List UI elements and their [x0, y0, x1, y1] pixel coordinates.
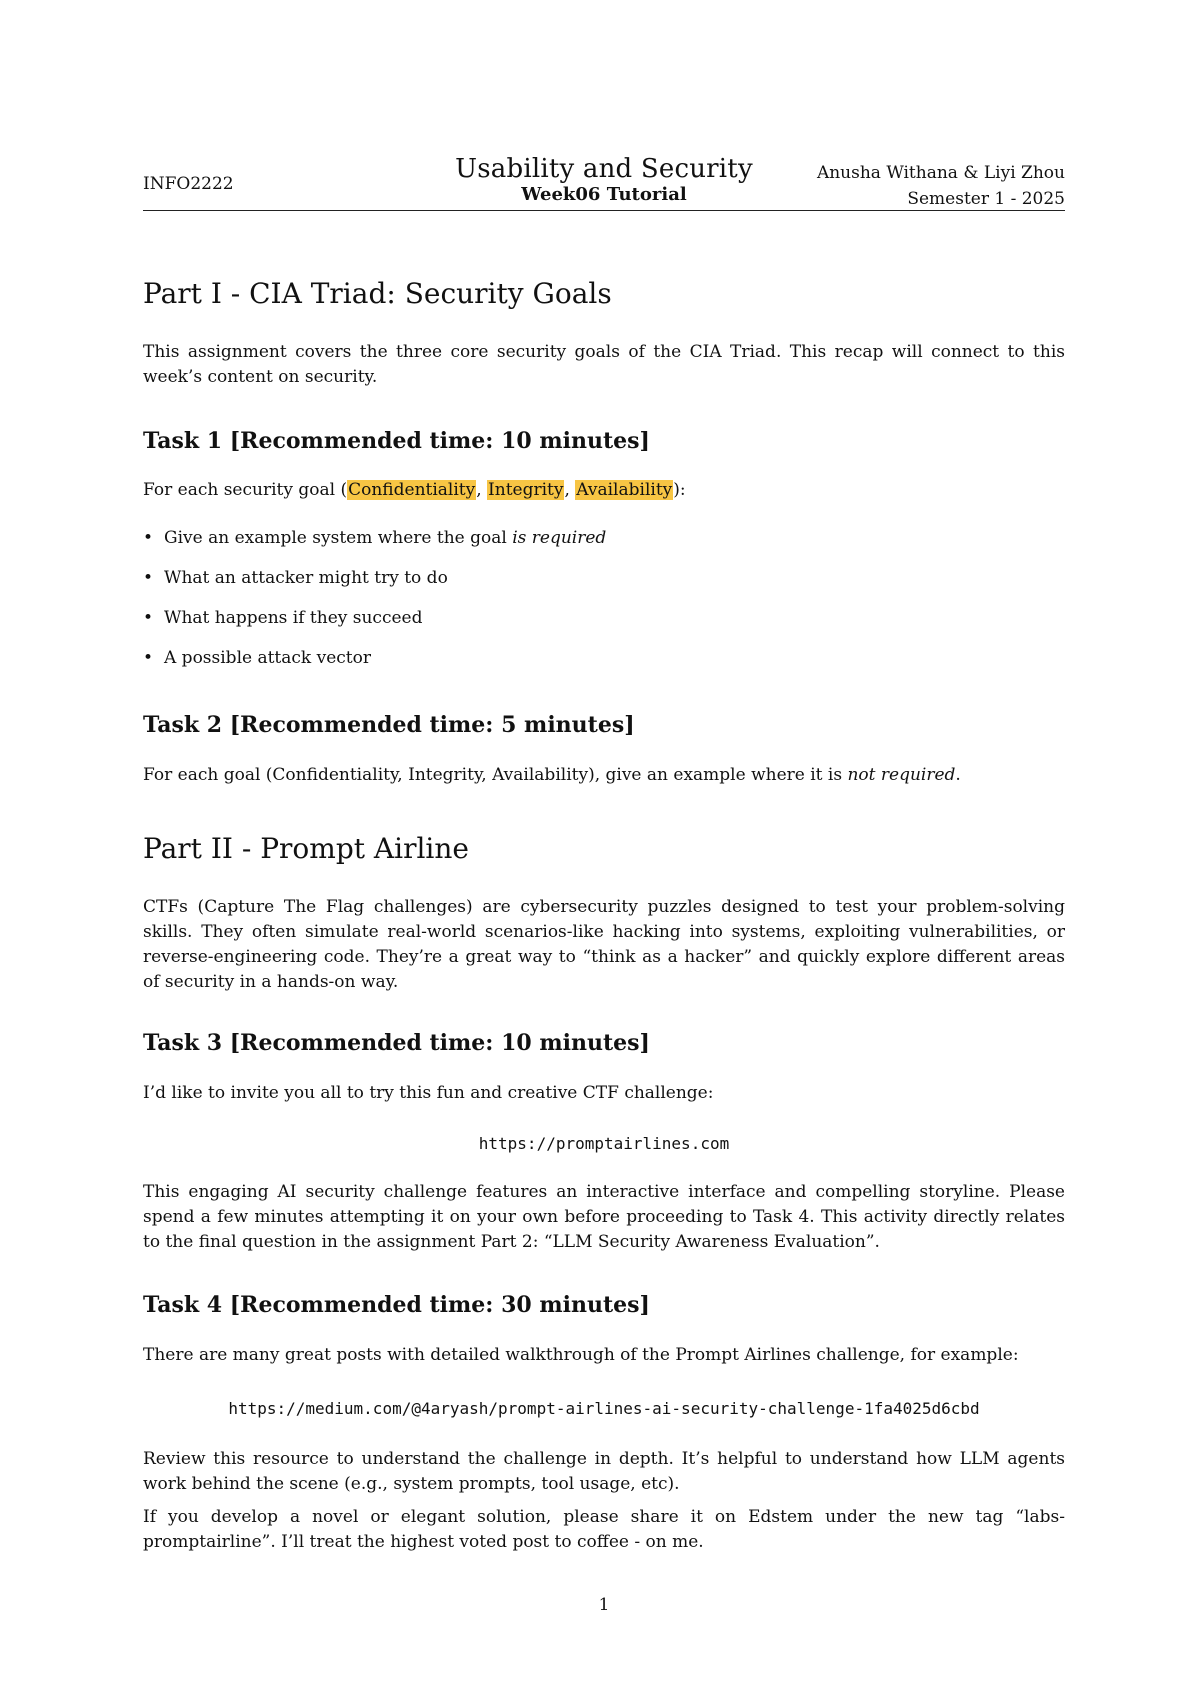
task1-lead-prefix: For each security goal ( — [143, 480, 348, 500]
semester: Semester 1 - 2025 — [907, 189, 1065, 209]
task2-text-prefix: For each goal (Confidentiality, Integrity, Availability), give an example where it is — [143, 765, 848, 785]
bullet-emphasis: is required — [512, 528, 607, 548]
goal-integrity: Integrity — [488, 480, 564, 500]
task4-heading: Task 4 [Recommended time: 30 minutes] — [143, 1292, 650, 1318]
header-right — [817, 160, 1065, 212]
task4-lead: There are many great posts with detailed walkthrough of the Prompt Airlines challenge, for example: — [143, 1345, 1019, 1365]
task3-text: This engaging AI security challenge features an interactive interface and compelling storyline. Please spend a few minutes attempting it on your own before proceeding to Task 4. This activity directly relates to the final question in the assignment Part 2: “LLM Security Awareness Evaluation”. — [143, 1182, 1065, 1252]
task1-heading: Task 1 [Recommended time: 10 minutes] — [143, 428, 650, 454]
medium-walkthrough-link[interactable]: https://medium.com/@4aryash/prompt-airlines-ai-security-challenge-1fa4025d6cbd — [228, 1399, 980, 1418]
authors: Anusha Withana & Liyi Zhou — [816, 163, 1065, 183]
task3-lead: I’d like to invite you all to try this fun and creative CTF challenge: — [143, 1083, 714, 1103]
list-item: • A possible attack vector — [143, 648, 606, 688]
task4-text2: If you develop a novel or elegant solution, please share it on Edstem under the new tag “labs-promptairline”. I’ll treat the highest voted post to coffee - on me. — [143, 1507, 1065, 1552]
part2-intro: CTFs (Capture The Flag challenges) are cybersecurity puzzles designed to test your problem-solving skills. They often simulate real-world scenarios-like hacking into systems, exploiting vulnerabilities, or reverse-engineering code. They’re a great way to “think as a hacker” and quickly explore different areas of security in a hands-on way. — [143, 897, 1065, 992]
task4-text1: Review this resource to understand the challenge in depth. It’s helpful to understand how LLM agents work behind the scene (e.g., system prompts, tool usage, etc). — [143, 1449, 1065, 1494]
bullet-text: Give an example system where the goal — [164, 528, 513, 548]
task1-lead-suffix: ): — [673, 480, 686, 500]
page-header — [143, 152, 1065, 211]
task2-text-suffix: . — [955, 765, 961, 785]
task2-heading: Task 2 [Recommended time: 5 minutes] — [143, 712, 635, 738]
task2-text — [143, 763, 1065, 788]
list-item: • What an attacker might try to do — [143, 568, 606, 608]
task3-heading: Task 3 [Recommended time: 10 minutes] — [143, 1030, 650, 1056]
part1-heading: Part I - CIA Triad: Security Goals — [143, 277, 612, 310]
promptairlines-link[interactable]: https://promptairlines.com — [478, 1134, 730, 1153]
task1-bullet-list — [143, 528, 606, 688]
goal-confidentiality: Confidentiality — [348, 480, 476, 500]
document-title: Usability and Security — [455, 154, 753, 184]
list-item — [143, 528, 606, 568]
task1-lead: For each security goal (Confidentiality, Integrity, Availability): — [143, 480, 686, 500]
page-number: 1 — [598, 1595, 610, 1615]
goal-availability: Availability — [576, 480, 673, 500]
part1-intro: This assignment covers the three core security goals of the CIA Triad. This recap will connect to this week’s content on security. — [143, 342, 1065, 387]
course-code: INFO2222 — [143, 174, 234, 194]
task2-emphasis: not required — [847, 765, 956, 785]
document-subtitle: Week06 Tutorial — [521, 184, 687, 205]
part2-heading: Part II - Prompt Airline — [143, 832, 469, 865]
list-item: • What happens if they succeed — [143, 608, 606, 648]
